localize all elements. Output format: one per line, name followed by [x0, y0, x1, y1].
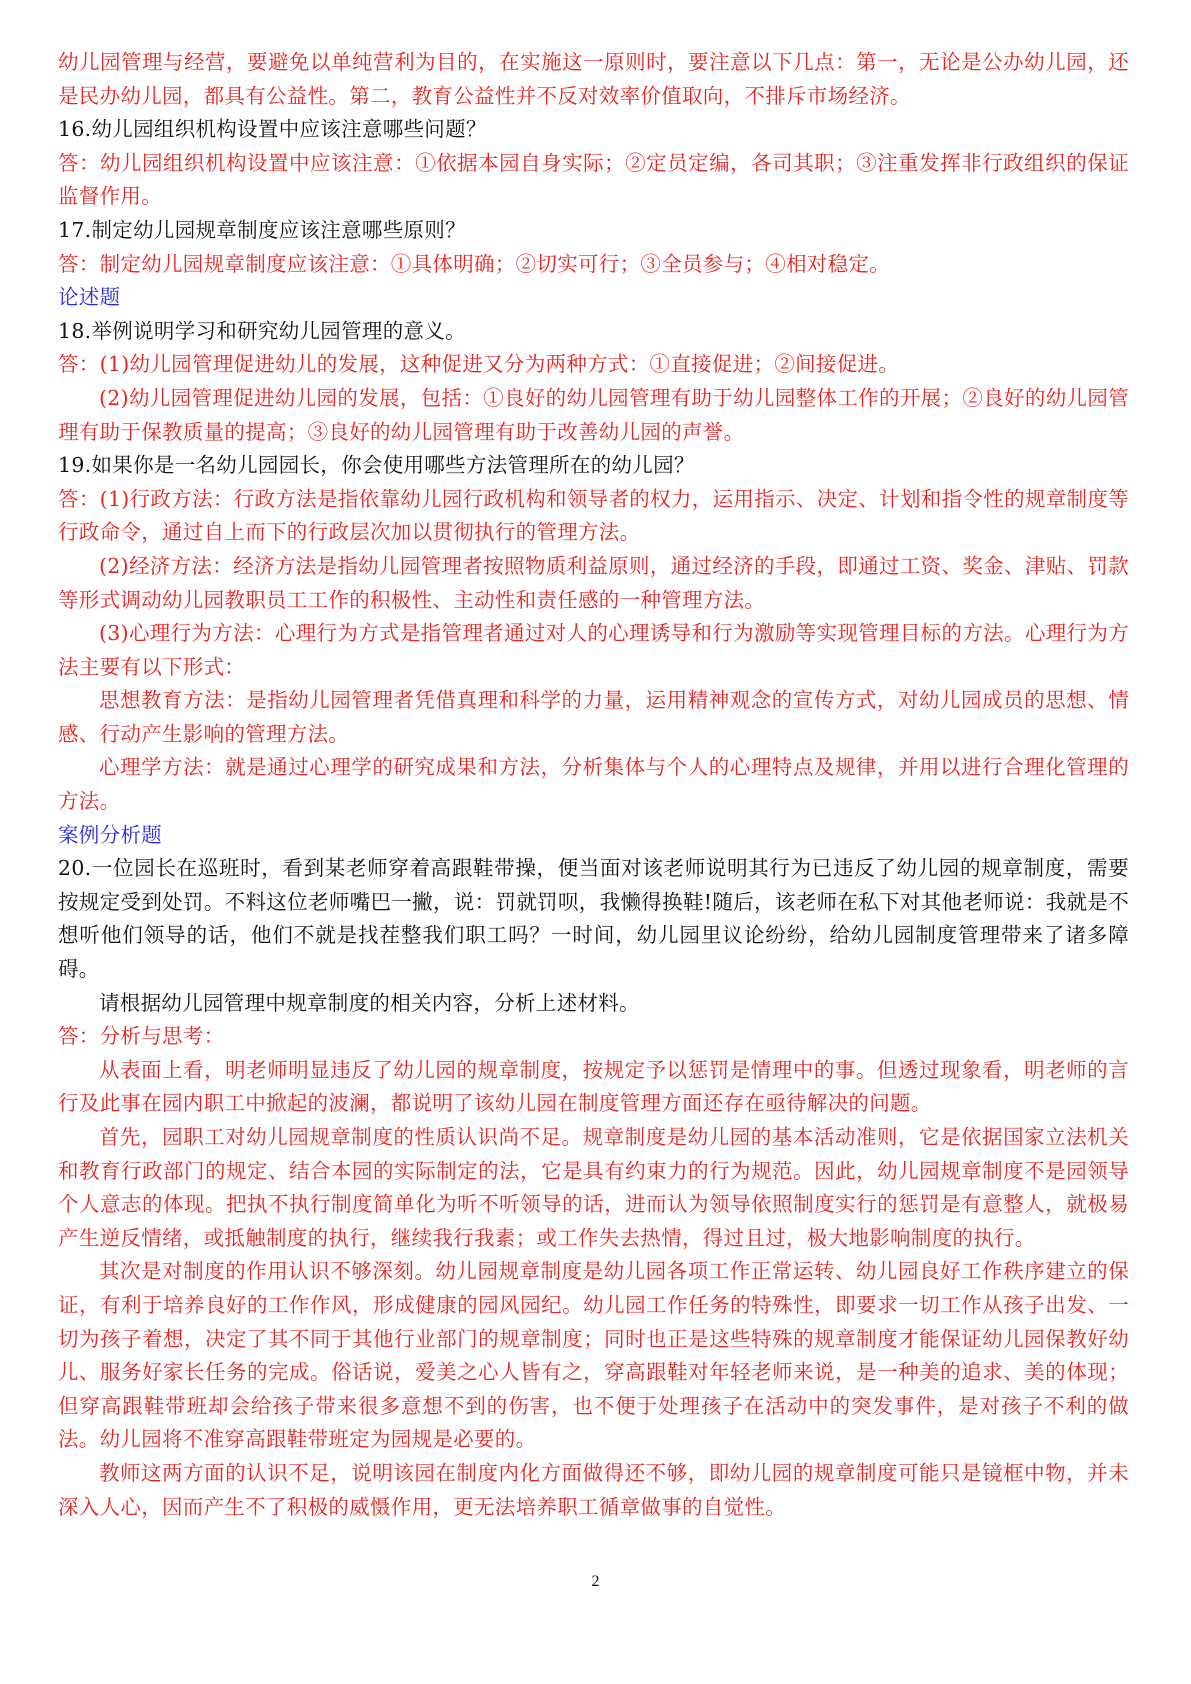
answer-20-paragraph-4: 教师这两方面的认识不足，说明该园在制度内化方面做得还不够，即幼儿园的规章制度可能只是镜框中物，并未深入人心，因而产生不了积极的威慑作用，更无法培养职工循章做事的自觉性。	[58, 1460, 1129, 1519]
answer-16: 答：幼儿园组织机构设置中应该注意：①依据本园自身实际；②定员定编，各司其职；③注重发挥非行政组织的保证监督作用。	[58, 150, 1129, 209]
answer-18-part-2: (2)幼儿园管理促进幼儿园的发展，包括：①良好的幼儿园管理有助于幼儿园整体工作的开展；②良好的幼儿园管理有助于保教质量的提高；③良好的幼儿园管理有助于改善幼儿园的声誉。	[58, 385, 1129, 444]
question-19: 19.如果你是一名幼儿园园长，你会使用哪些方法管理所在的幼儿园？	[58, 453, 695, 478]
answer-19-part-3b: 心理学方法：就是通过心理学的研究成果和方法，分析集体与个人的心理特点及规律，并用以进行合理化管理的方法。	[58, 755, 1129, 814]
answer-19-part-3: (3)心理行为方法：心理行为方式是指管理者通过对人的心理诱导和行为激励等实现管理目标的方法。心理行为方法主要有以下形式：	[58, 621, 1129, 679]
answer-20-paragraph-1: 从表面上看，明老师明显违反了幼儿园的规章制度，按规定予以惩罚是情理中的事。但透过现象看，明老师的言行及此事在园内职工中掀起的波澜，都说明了该幼儿园在制度管理方面还存在亟待解决的问题。	[58, 1057, 1129, 1116]
answer-continued-paragraph: 幼儿园管理与经营，要避免以单纯营利为目的，在实施这一原则时，要注意以下几点：第一，无论是公办幼儿园，还是民办幼儿园，都具有公益性。第二，教育公益性并不反对效率价值取向，不排斥市场经济。	[58, 50, 1129, 108]
answer-19-part-3a: 思想教育方法：是指幼儿园管理者凭借真理和科学的力量，运用精神观念的宣传方式，对幼儿园成员的思想、情感、行动产生影响的管理方法。	[58, 688, 1129, 746]
answer-20-paragraph-2: 首先，园职工对幼儿园规章制度的性质认识尚不足。规章制度是幼儿园的基本活动准则，它是依据国家立法机关和教育行政部门的规定、结合本园的实际制定的法，它是具有约束力的行为规范。因此，幼儿园规章制度不是园领导个人意志的体现。把执不执行制度简单化为听不听领导的话，进而认为领导依照制度实行的惩罚是有意整人，就极易产生逆反情绪，或抵触制度的执行，继续我行我素；或工作失去热情，得过且过，极大地影响制度的执行。	[58, 1125, 1129, 1250]
answer-18-part-1: 答：(1)幼儿园管理促进幼儿的发展，这种促进又分为两种方式：①直接促进；②间接促进。	[58, 352, 900, 377]
answer-20-paragraph-3: 其次是对制度的作用认识不够深刻。幼儿园规章制度是幼儿园各项工作正常运转、幼儿园良好工作秩序建立的保证，有利于培养良好的工作作风，形成健康的园风园纪。幼儿园工作任务的特殊性，即要求一切工作从孩子出发、一切为孩子着想，决定了其不同于其他行业部门的规章制度；同时也正是这些特殊的规章制度才能保证幼儿园保教好幼儿、服务好家长任务的完成。俗话说，爱美之心人皆有之，穿高跟鞋对年轻老师来说，是一种美的追求、美的体现；但穿高跟鞋带班却会给孩子带来很多意想不到的伤害，也不便于处理孩子在活动中的突发事件，是对孩子不利的做法。幼儿园将不准穿高跟鞋带班定为园规是必要的。	[58, 1259, 1129, 1452]
page-number: 2	[591, 1573, 600, 1590]
question-16: 16.幼儿园组织机构设置中应该注意哪些问题？	[58, 117, 487, 142]
answer-20-intro: 答：分析与思考：	[58, 1024, 225, 1049]
question-20-case: 20.一位园长在巡班时，看到某老师穿着高跟鞋带操，便当面对该老师说明其行为已违反了幼儿园的规章制度，需要按规定受到处罚。不料这位老师嘴巴一撇，说：罚就罚呗，我懒得换鞋!随后，该老师在私下对其他老师说：我就是不想听他们领导的话，他们不就是找茬整我们职工吗？一时间，幼儿园里议论纷纷，给幼儿园制度管理带来了诸多障碍。	[58, 856, 1129, 982]
answer-17: 答：制定幼儿园规章制度应该注意：①具体明确；②切实可行；③全员参与；④相对稳定。	[58, 251, 890, 276]
question-18: 18.举例说明学习和研究幼儿园管理的意义。	[58, 318, 466, 343]
answer-19-part-2: (2)经济方法：经济方法是指幼儿园管理者按照物质利益原则，通过经济的手段，即通过工资、奖金、津贴、罚款等形式调动幼儿园教职员工工作的积极性、主动性和责任感的一种管理方法。	[58, 553, 1129, 612]
question-20-prompt: 请根据幼儿园管理中规章制度的相关内容，分析上述材料。	[99, 990, 640, 1015]
section-heading-essay: 论述题	[58, 285, 121, 310]
answer-19-part-1: 答：(1)行政方法：行政方法是指依靠幼儿园行政机构和领导者的权力，运用指示、决定、计划和指令性的规章制度等行政命令，通过自上而下的行政层次加以贯彻执行的管理方法。	[58, 486, 1129, 545]
section-heading-case-analysis: 案例分析题	[58, 822, 162, 847]
question-17: 17.制定幼儿园规章制度应该注意哪些原则？	[58, 217, 466, 242]
